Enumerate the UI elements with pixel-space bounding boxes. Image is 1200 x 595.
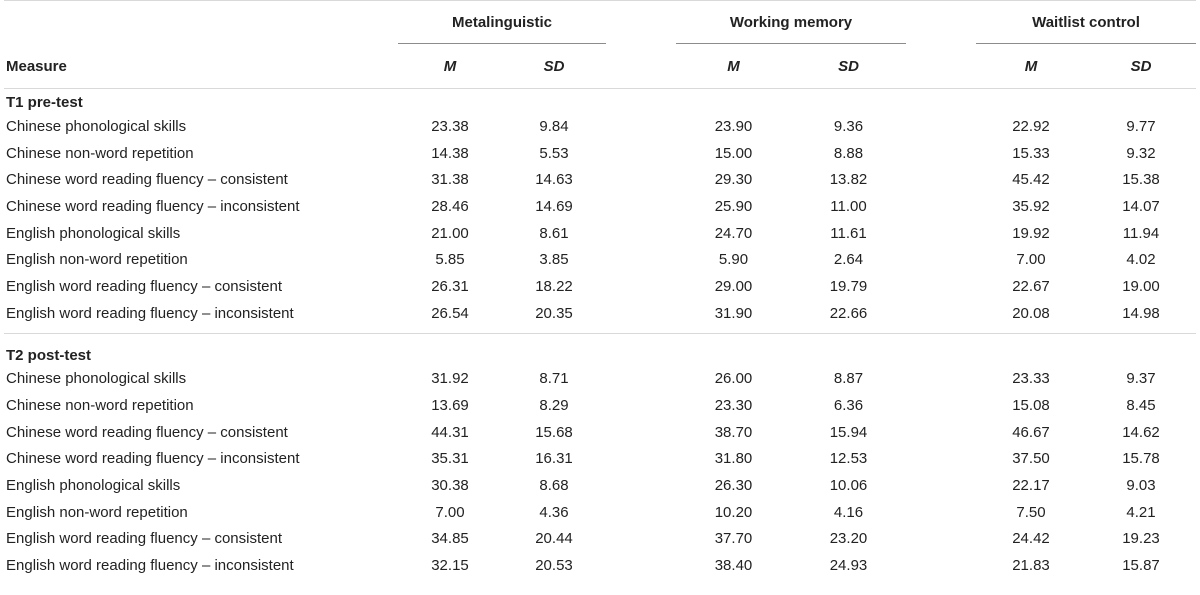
table-cell: 23.90 [714,117,753,135]
table-cell: 21.00 [431,224,469,242]
table-row [4,552,1196,579]
group-header-metalinguistic: Metalinguistic [451,13,552,31]
measure-column-header: Measure [6,57,67,75]
table-body [4,89,1196,580]
table-cell: 9.37 [1126,370,1156,388]
table-cell: 10.06 [829,477,868,495]
table-cell: 9.32 [1126,144,1156,162]
table-cell: 30.38 [431,477,469,495]
table-cell: 24.93 [829,557,868,575]
table-row [4,113,1196,140]
measure-label: Chinese phonological skills [6,117,187,135]
table-cell: 13.69 [431,397,469,415]
table-cell: 14.07 [1122,197,1160,215]
table-cell: 23.33 [1012,370,1050,388]
measure-label: Chinese word reading fluency – consistent [6,423,288,441]
table-cell: 22.67 [1012,277,1050,295]
table-row [4,446,1196,473]
measure-label: Chinese phonological skills [6,370,187,388]
table-row [4,300,1196,327]
section-title: T1 pre-test [6,94,83,111]
table-cell: 9.84 [539,117,569,135]
measure-label: Chinese word reading fluency – inconsistent [6,450,300,468]
table-cell: 4.36 [539,503,569,521]
measure-label: Chinese non-word repetition [6,144,194,162]
measure-label: English non-word repetition [6,503,188,521]
table-cell: 2.64 [833,251,864,269]
table-cell: 14.62 [1122,423,1160,441]
stat-header: SD [838,57,859,75]
table-row [4,366,1196,393]
table-cell: 29.00 [714,277,753,295]
table-cell: 15.38 [1122,171,1160,189]
table-cell: 24.70 [714,224,753,242]
table-cell: 26.54 [431,304,469,322]
measure-label: English word reading fluency – consistent [6,277,282,295]
table-cell: 4.02 [1126,251,1156,269]
table-cell: 18.22 [535,277,573,295]
table-cell: 7.00 [1016,251,1046,269]
table-cell: 15.00 [714,144,753,162]
table-cell: 14.63 [535,171,573,189]
table-row [4,273,1196,300]
table-cell: 22.17 [1012,477,1050,495]
group-header-waitlist-control: Waitlist control [1032,13,1140,31]
table-cell: 8.88 [833,144,864,162]
measure-label: English non-word repetition [6,251,188,269]
table-cell: 7.50 [1016,503,1046,521]
table-cell: 6.36 [833,397,864,415]
table-cell: 11.00 [830,197,867,215]
table-cell: 15.33 [1012,144,1050,162]
table-cell: 8.71 [539,370,569,388]
table-cell: 7.00 [435,503,465,521]
table-cell: 12.53 [829,450,868,468]
stat-header: SD [543,57,565,75]
table-cell: 15.87 [1122,557,1160,575]
table-cell: 9.36 [833,117,864,135]
table-cell: 19.79 [829,277,868,295]
table-cell: 14.38 [431,144,469,162]
table-cell: 19.92 [1012,224,1050,242]
table-cell: 32.15 [431,557,469,575]
measure-label: Chinese word reading fluency – consistent [6,171,288,189]
table-cell: 23.30 [714,397,753,415]
table-cell: 4.16 [833,503,864,521]
measure-label: English phonological skills [6,477,181,495]
table-cell: 35.31 [431,450,469,468]
table-cell: 31.92 [431,370,469,388]
table-cell: 8.29 [539,397,569,415]
table-cell: 15.08 [1012,397,1050,415]
table-cell: 20.53 [535,557,573,575]
stat-header: M [443,57,457,75]
table-cell: 26.00 [714,370,753,388]
results-table [4,0,1196,579]
table-cell: 3.85 [539,251,569,269]
measure-label: English word reading fluency – inconsistent [6,557,294,575]
table-cell: 31.90 [714,304,753,322]
table-cell: 5.53 [539,144,569,162]
table-cell: 14.98 [1122,304,1160,322]
table-cell: 31.38 [431,171,469,189]
table-cell: 9.77 [1126,117,1156,135]
table-row [4,526,1196,553]
table-cell: 24.42 [1012,530,1050,548]
table-cell: 9.03 [1126,477,1156,495]
table-cell: 26.31 [431,277,469,295]
measure-label: English phonological skills [6,224,181,242]
table-cell: 11.61 [830,224,867,242]
table-cell: 15.68 [535,423,573,441]
table-row [4,166,1196,193]
table-cell: 28.46 [431,197,469,215]
table-row [4,392,1196,419]
table-cell: 14.69 [535,197,573,215]
group-header-working-memory: Working memory [729,13,853,31]
table-cell: 20.35 [535,304,573,322]
table-cell: 4.21 [1126,503,1156,521]
table-cell: 25.90 [714,197,753,215]
table-cell: 5.90 [718,251,749,269]
table-row [4,246,1196,273]
table-cell: 16.31 [535,450,573,468]
table-cell: 31.80 [714,450,753,468]
measure-label: Chinese non-word repetition [6,397,194,415]
table-cell: 34.85 [431,530,469,548]
table-row [4,220,1196,247]
table-cell: 8.61 [539,224,569,242]
table-cell: 22.92 [1012,117,1050,135]
table-row [4,419,1196,446]
table-cell: 8.68 [539,477,569,495]
table-cell: 26.30 [714,477,753,495]
table-cell: 22.66 [829,304,868,322]
table-cell: 38.40 [714,557,753,575]
table-cell: 19.23 [1122,530,1160,548]
table-cell: 37.70 [714,530,753,548]
table-cell: 5.85 [435,251,465,269]
measure-label: English word reading fluency – inconsistent [6,304,294,322]
table-cell: 13.82 [829,171,868,189]
table-header [4,1,1196,89]
table-cell: 20.44 [535,530,573,548]
table-cell: 15.94 [829,423,868,441]
table-cell: 44.31 [431,423,469,441]
table-row [4,193,1196,220]
stat-header: M [727,57,740,75]
section-title: T2 post-test [6,346,92,364]
table-cell: 38.70 [714,423,753,441]
stat-header: M [1024,57,1038,75]
table-cell: 23.38 [431,117,469,135]
table-cell: 35.92 [1012,197,1050,215]
table-cell: 45.42 [1012,171,1050,189]
table-cell: 11.94 [1122,224,1160,242]
table-row [4,472,1196,499]
table-row [4,140,1196,167]
table-cell: 37.50 [1012,450,1050,468]
table-cell: 21.83 [1012,557,1050,575]
table-cell: 8.45 [1126,397,1156,415]
table-cell: 8.87 [833,370,864,388]
table-row [4,499,1196,526]
table-cell: 20.08 [1012,304,1050,322]
table-cell: 10.20 [714,503,753,521]
table-cell: 15.78 [1122,450,1160,468]
table-cell: 46.67 [1012,423,1050,441]
table-cell: 19.00 [1122,277,1160,295]
table-cell: 23.20 [829,530,868,548]
stat-header: SD [1130,57,1152,75]
measure-label: Chinese word reading fluency – inconsistent [6,197,300,215]
measure-label: English word reading fluency – consistent [6,530,282,548]
table-cell: 29.30 [714,171,753,189]
